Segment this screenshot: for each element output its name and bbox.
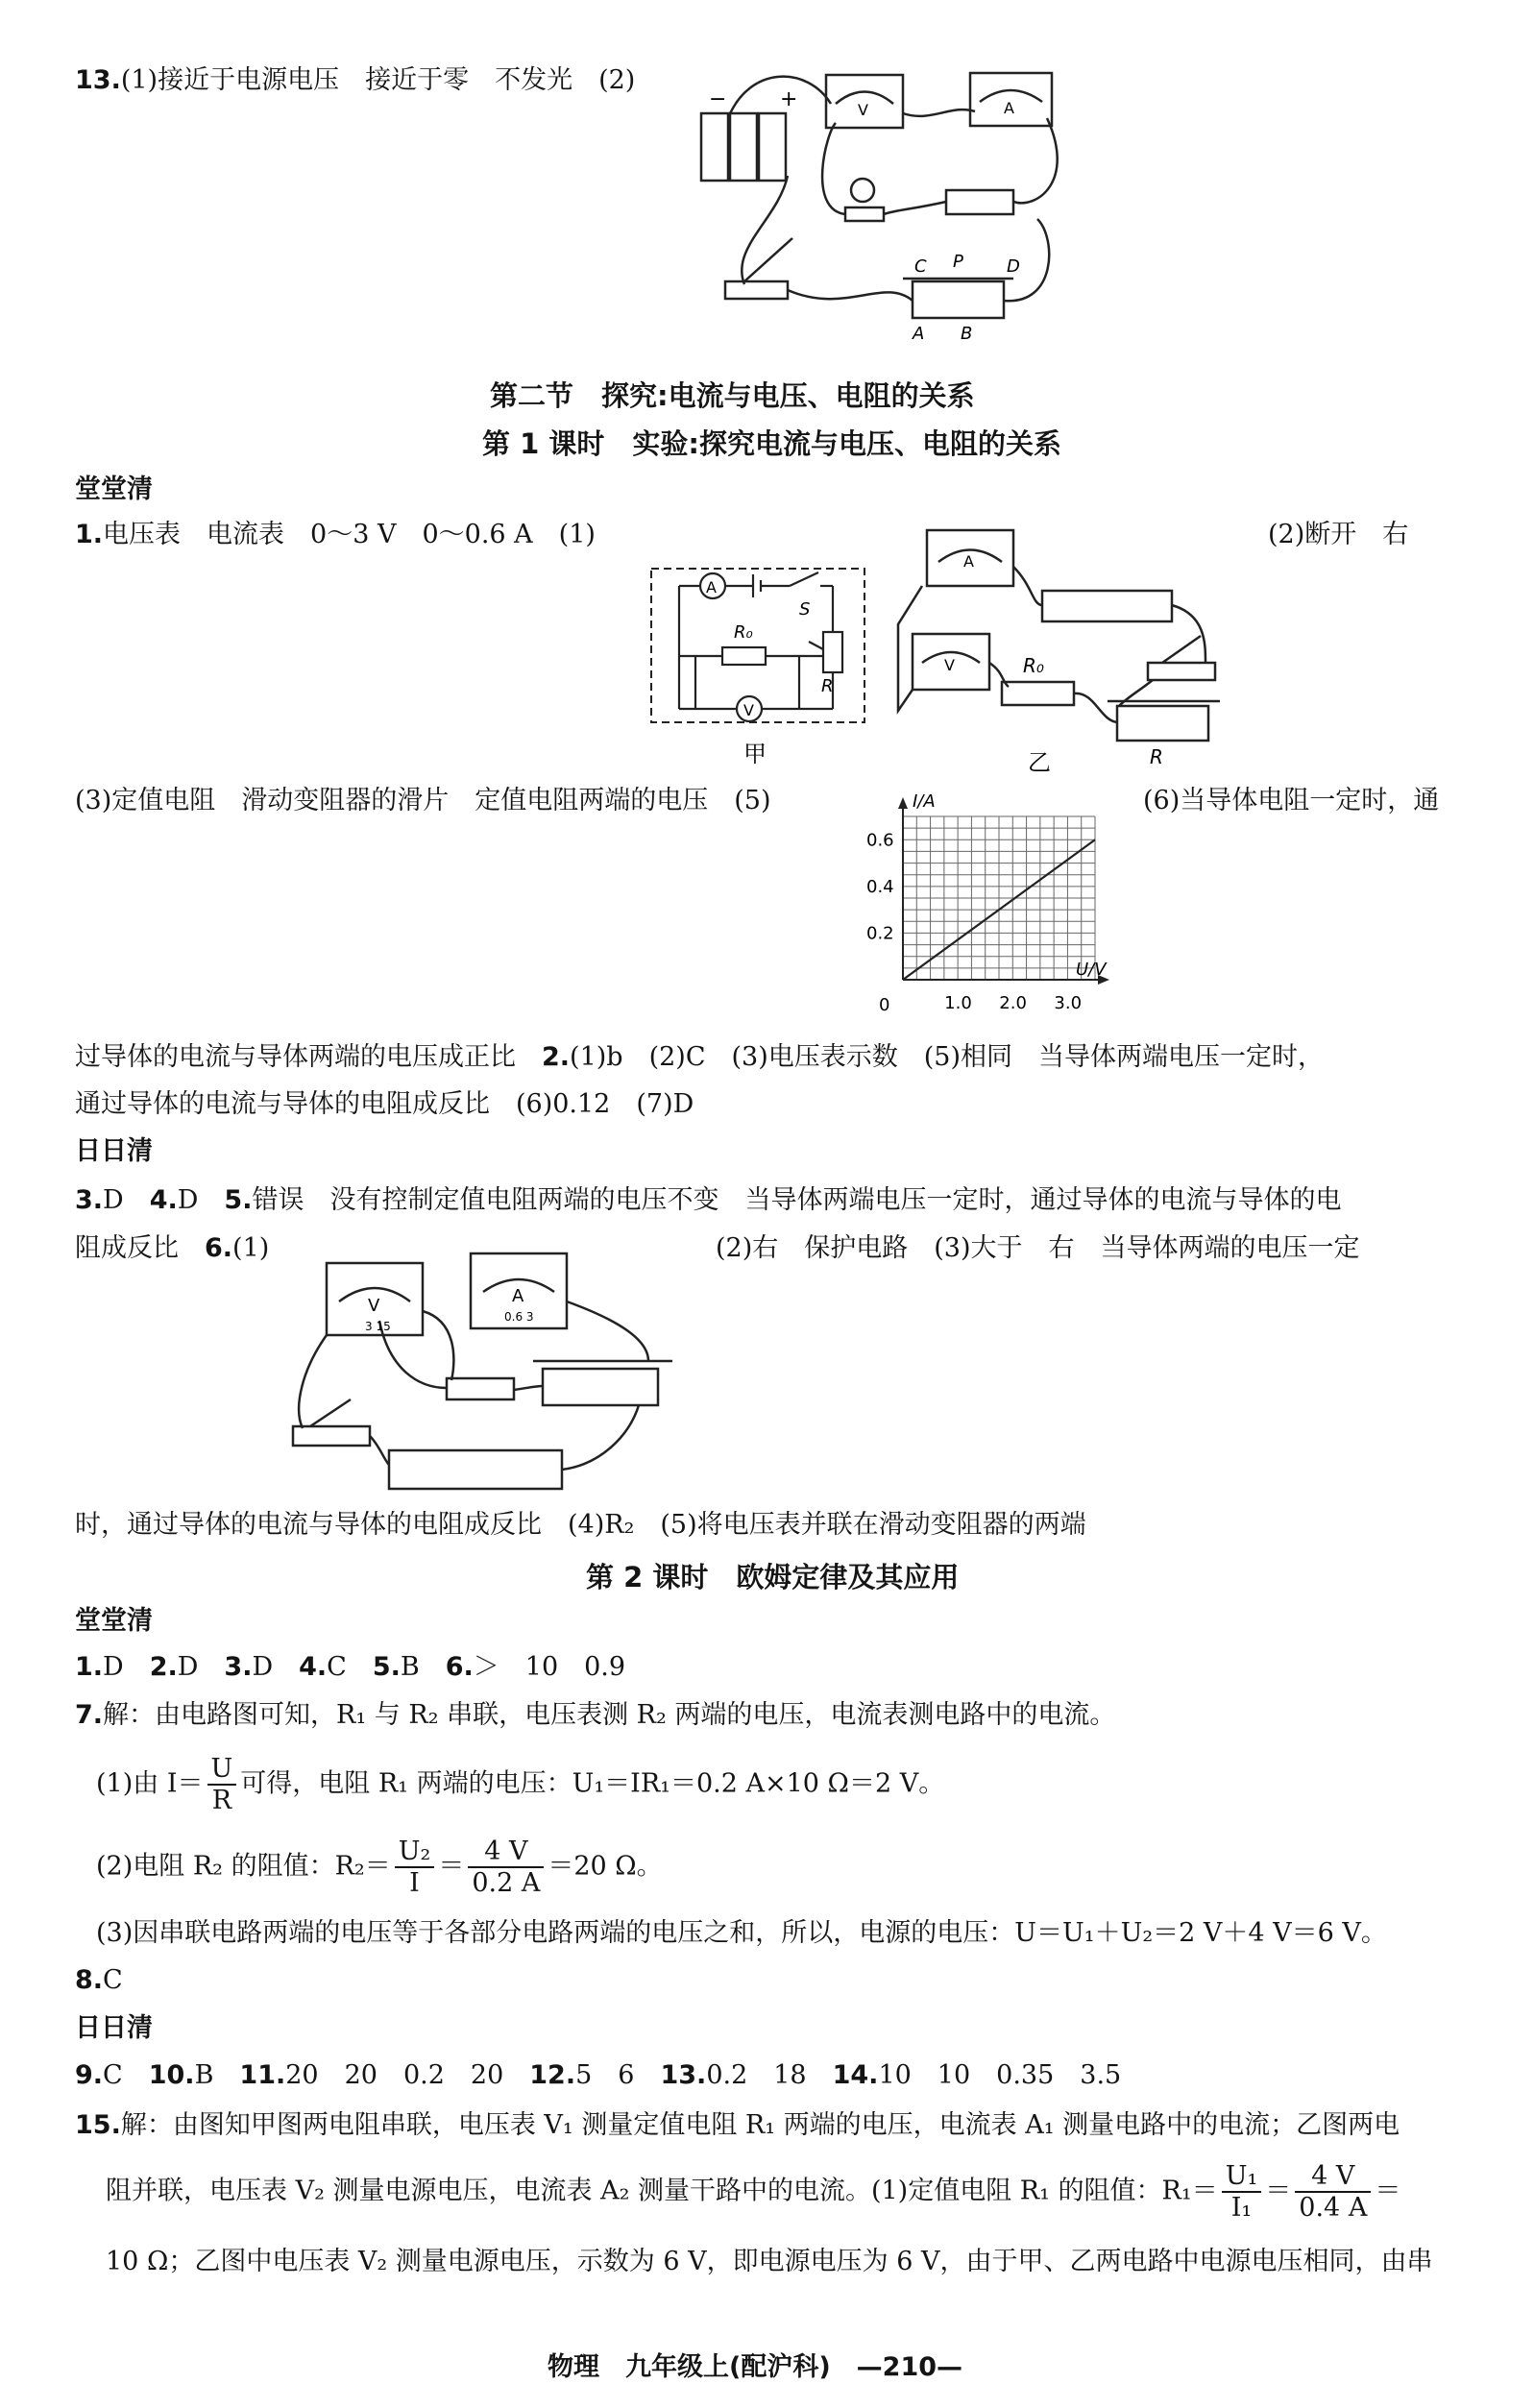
rheostat-R: [823, 632, 842, 672]
question-answer: B: [400, 1652, 446, 1682]
question-number: 3.: [224, 1652, 253, 1682]
lesson2-line1: [75, 1650, 625, 1685]
figure-label: V: [944, 656, 955, 674]
figure-label: +: [780, 87, 798, 111]
switch-base: [1148, 663, 1215, 680]
question-number: 6.: [445, 1652, 474, 1682]
q4-number: 4.: [149, 1185, 178, 1215]
figure-label: A: [963, 552, 974, 571]
q15-number: 15.: [75, 2110, 121, 2140]
battery: [1042, 591, 1172, 621]
battery-cell: [759, 113, 786, 181]
q8-line: [75, 1963, 123, 1998]
figure-label: R: [1150, 745, 1163, 768]
q7-part1-a: (1)由 I＝: [96, 1768, 204, 1799]
lesson1-title: 第 1 课时 实验:探究电流与电压、电阻的关系: [482, 427, 1061, 460]
q7-part1: [96, 1754, 944, 1815]
i-u-graph: [845, 791, 1133, 1028]
q7-part3: (3)因串联电路两端的电压等于各部分电路两端的电压之和，所以，电源的电压：U＝U₁＋U₂＝2 V＋4 V＝6 V。: [96, 1918, 1387, 1948]
figure-label: D: [1007, 256, 1020, 277]
q6-number: 6.: [205, 1233, 233, 1263]
fraction: $\frac{\text{U₁}}{\text{I₁}}$: [1222, 2161, 1262, 2223]
q1-number: 1.: [75, 520, 104, 549]
q6-circuit-figure: [283, 1253, 687, 1494]
bulb: [851, 179, 874, 202]
question-number: 12.: [529, 2060, 576, 2090]
ririqing-label-2: 日日清: [75, 2013, 153, 2043]
figure-label: C: [914, 256, 927, 277]
resistor-R0: [1002, 682, 1074, 705]
q13-number: 13.: [75, 65, 121, 95]
lesson2-title: 第 2 课时 欧姆定律及其应用: [586, 1561, 960, 1593]
graph-ytick: 0.2: [866, 923, 894, 944]
lesson2-line9: [75, 2058, 1121, 2093]
question-answer: C: [103, 2060, 149, 2090]
question-number: 1.: [75, 1652, 104, 1682]
q5-number: 5.: [224, 1185, 253, 1215]
q7-intro: 解：由电路图可知，R₁ 与 R₂ 串联，电压表测 R₂ 两端的电压，电流表测电路中的电流。: [103, 1700, 1116, 1730]
fixed-resistor: [946, 190, 1013, 214]
tangtangqing-label: 堂堂清: [75, 474, 153, 504]
figure-label: V: [368, 1296, 380, 1316]
fixed-resistor: [447, 1378, 514, 1399]
figure-label: A: [913, 324, 925, 344]
rheostat-coil: [913, 281, 1004, 318]
battery: [389, 1450, 562, 1489]
figure-label: B: [961, 324, 973, 344]
question-number: 2.: [149, 1652, 178, 1682]
section-title: 第二节 探究:电流与电压、电阻的关系: [490, 379, 975, 412]
figure-caption-jia: 甲: [743, 741, 767, 767]
q15-text-b: 阻并联，电压表 V₂ 测量电源电压，电流表 A₂ 测量干路中的电流。(1)定值电阻 R₁ 的阻值：R₁＝: [106, 2176, 1218, 2206]
q1-answer-a: 电压表 电流表 0～3 V 0～0.6 A (1): [103, 520, 596, 549]
graph-ylabel: I/A: [913, 791, 936, 812]
q8-number: 8.: [75, 1965, 104, 1995]
question-answer: D: [103, 1652, 150, 1682]
rheostat: [1117, 706, 1208, 741]
question-number: 14.: [832, 2060, 879, 2090]
figure-label: 3 15: [365, 1320, 391, 1333]
fraction: $\frac{\text{U₂}}{I}$: [395, 1836, 435, 1898]
question-answer: D: [177, 1652, 225, 1682]
q1-line-d: (6)当导体电阻一定时，通: [1143, 786, 1440, 815]
figure-label: S: [799, 599, 811, 620]
question-number: 5.: [372, 1652, 401, 1682]
q2-number: 2.: [542, 1042, 571, 1072]
circuit-figure-yi: [889, 519, 1244, 776]
q3-number: 3.: [75, 1185, 104, 1215]
page-footer: 物理 九年级上(配沪科) —210—: [548, 2352, 963, 2382]
figure-label: A: [1004, 99, 1014, 117]
q8-answer: C: [103, 1965, 123, 1995]
figure-label: A: [706, 578, 717, 596]
figure-label: −: [709, 87, 727, 111]
q7-part2-a: (2)电阻 R₂ 的阻值：R₂＝: [96, 1851, 391, 1882]
fraction: $\frac{U}{R}$: [207, 1754, 237, 1815]
graph-xtick: 3.0: [1054, 993, 1083, 1013]
q1-line-b: (2)断开 右: [1268, 520, 1409, 549]
figure-label: R₀: [734, 622, 753, 643]
graph-xtick: 2.0: [999, 993, 1027, 1013]
q6-answer-1: (1): [232, 1233, 270, 1263]
fraction: $\frac{4 V}{0.2 A}$: [468, 1836, 544, 1898]
question-answer: 10 10 0.35 3.5: [878, 2060, 1122, 2090]
q7-part2-b: ＝20 Ω。: [548, 1851, 663, 1882]
question-answer: ＞ 10 0.9: [473, 1652, 626, 1682]
ri1-line-a: [75, 1183, 1341, 1218]
question-number: 11.: [239, 2060, 286, 2090]
q7-part1-b: 可得，电阻 R₁ 两端的电压：U₁＝IR₁＝0.2 A×10 Ω＝2 V。: [240, 1768, 945, 1799]
figure-label: A: [512, 1286, 524, 1306]
q15-line-c: 10 Ω；乙图中电压表 V₂ 测量电源电压，示数为 6 V，即电源电压为 6 V，由于甲、乙两电路中电源电压相同，由串: [106, 2247, 1433, 2276]
graph-ytick: 0.6: [866, 830, 894, 851]
q7-line: [75, 1698, 1115, 1733]
q5-answer-cont: 阻成反比: [75, 1233, 205, 1263]
battery-cell: [730, 113, 757, 181]
question-number: 4.: [299, 1652, 328, 1682]
q4-answer: D: [177, 1185, 225, 1215]
figure-label: V: [858, 101, 868, 119]
resistor-R0: [722, 647, 766, 665]
ri1-line-b1: [75, 1231, 269, 1266]
q2-line-b: 通过导体的电流与导体的电阻成反比 (6)0.12 (7)D: [75, 1089, 694, 1119]
circuit-diagram-jia: [645, 565, 876, 771]
graph-ytick: 0.4: [866, 876, 894, 897]
fraction: $\frac{4 V}{0.4 A}$: [1295, 2161, 1371, 2223]
ririqing-label: 日日清: [75, 1136, 153, 1166]
q15-text-a: 解：由图知甲图两电阻串联，电压表 V₁ 测量定值电阻 R₁ 两端的电压，电流表 A₁ 测量电路中的电流；乙图两电: [120, 2110, 1400, 2140]
battery-cell: [701, 113, 728, 181]
graph-xlabel: U/V: [1076, 960, 1107, 980]
q1-q2-line: [75, 1040, 1324, 1075]
ri1-line-c: 时，通过导体的电流与导体的电阻成反比 (4)R₂ (5)将电压表并联在滑动变阻器的两端: [75, 1510, 1086, 1540]
question-answer: B: [194, 2060, 240, 2090]
question-number: 13.: [660, 2060, 707, 2090]
q13-answer: (1)接近于电源电压 接近于零 不发光 (2): [120, 65, 636, 95]
rheostat: [543, 1369, 658, 1405]
switch-base: [725, 281, 788, 299]
q3-answer: D: [103, 1185, 150, 1215]
figure-label: R₀: [1023, 654, 1044, 677]
tangtangqing-label-2: 堂堂清: [75, 1606, 153, 1636]
q15-line-a: [75, 2108, 1400, 2143]
q1-line-a: [75, 518, 596, 552]
figure-label: 0.6 3: [504, 1310, 534, 1324]
switch-base: [293, 1426, 370, 1446]
q1-line-c: (3)定值电阻 滑动变阻器的滑片 定值电阻两端的电压 (5): [75, 786, 771, 815]
figure-label: V: [743, 701, 754, 719]
question-answer: C: [327, 1652, 373, 1682]
q13-line: [75, 63, 635, 98]
graph-origin: 0: [879, 995, 890, 1015]
graph-xtick: 1.0: [944, 993, 972, 1013]
q5-answer: 错误 没有控制定值电阻两端的电压不变 当导体两端电压一定时，通过导体的电流与导体的电: [252, 1185, 1342, 1215]
question-answer: 0.2 18: [706, 2060, 833, 2090]
q7-part2: (2)电阻 R₂ 的阻值：R₂＝ $\frac{\text{U₂}}{I}$ ＝ $\frac{4 V}{0.2 A}$ ＝20 Ω。: [96, 1836, 663, 1899]
question-answer: D: [252, 1652, 300, 1682]
q13-circuit-figure: [692, 65, 1057, 353]
question-answer: 20 20 0.2 20: [285, 2060, 530, 2090]
question-number: 9.: [75, 2060, 104, 2090]
figure-caption-yi: 乙: [1028, 749, 1051, 776]
figure-label: P: [953, 252, 963, 272]
question-answer: 5 6: [575, 2060, 661, 2090]
ri1-line-b2: (2)右 保护电路 (3)大于 右 当导体两端的电压一定: [716, 1233, 1360, 1263]
question-number: 10.: [148, 2060, 195, 2090]
q15-line-b: 阻并联，电压表 V₂ 测量电源电压，电流表 A₂ 测量干路中的电流。(1)定值电阻 R₁ 的阻值：R₁＝ $\frac{\text{U₁}}{\text{I₁}}$ ＝ $\frac{4 V}{0.4 A}$ ＝: [106, 2161, 1401, 2224]
figure-label: R: [821, 676, 834, 696]
q1-conclusion: 过导体的电流与导体两端的电压成正比: [75, 1042, 516, 1072]
q2-answer-a: (1)b (2)C (3)电压表示数 (5)相同 当导体两端电压一定时，: [570, 1042, 1324, 1072]
q7-number: 7.: [75, 1700, 104, 1730]
